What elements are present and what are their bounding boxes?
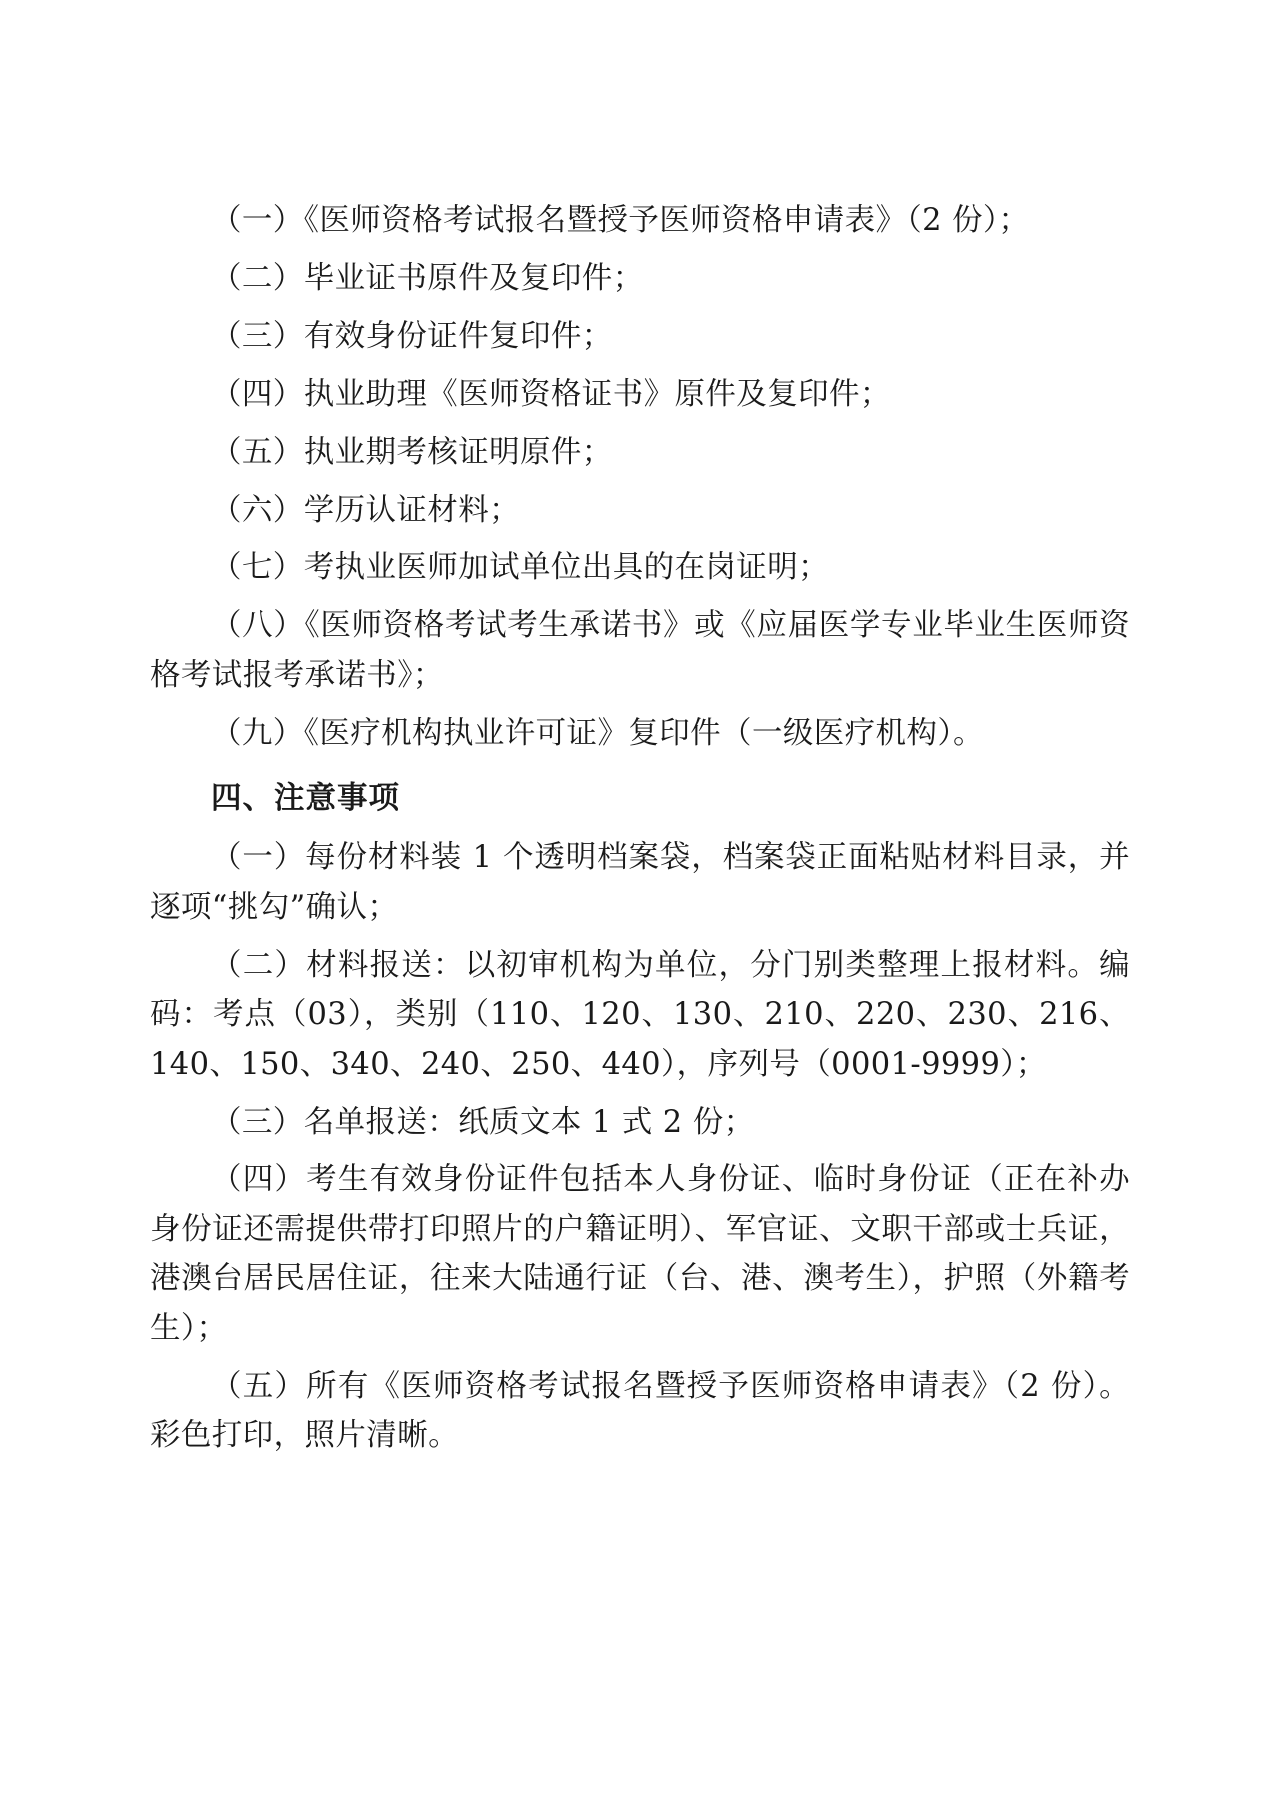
list-item: （五）所有《医师资格考试报名暨授予医师资格申请表》（2 份）。彩色打印，照片清晰。 (150, 1368, 1130, 1453)
list-item: （三）有效身份证件复印件； (211, 318, 613, 354)
list-item: （五）执业期考核证明原件； (211, 434, 613, 470)
list-item: （一）《医师资格考试报名暨授予医师资格申请表》（2 份）； (211, 203, 1030, 238)
list-item: （七）考执业医师加试单位出具的在岗证明； (211, 550, 829, 586)
list-item: （八）《医师资格考试考生承诺书》或《应届医学专业毕业生医师资格考试报考承诺书》； (150, 608, 1130, 693)
list-item: （二）毕业证书原件及复印件； (211, 260, 644, 296)
list-item: （一）每份材料装 1 个透明档案袋，档案袋正面粘贴材料目录，并逐项“挑勾”确认； (150, 840, 1130, 925)
list-item: （四）执业助理《医师资格证书》原件及复印件； (211, 376, 891, 412)
list-item: （二）材料报送：以初审机构为单位，分门别类整理上报材料。编码：考点（03），类别（110、120、130、210、220、230、216、140、150、340、240、250、440），序列号（0001-9999）； (150, 947, 1130, 1082)
list-item: （三）名单报送：纸质文本 1 式 2 份； (211, 1104, 755, 1140)
document-body (150, 196, 1130, 1460)
list-item: （四）考生有效身份证件包括本人身份证、临时身份证（正在补办身份证还需提供带打印照片的户籍证明）、军官证、文职干部或士兵证，港澳台居民居住证，往来大陆通行证（台、港、澳考生），护照（外籍考生）； (150, 1162, 1130, 1346)
list-item: （六）学历认证材料； (211, 492, 520, 528)
list-item: （九）《医疗机构执业许可证》复印件（一级医疗机构）。 (211, 715, 984, 751)
section-heading: 四、注意事项 (211, 781, 400, 817)
